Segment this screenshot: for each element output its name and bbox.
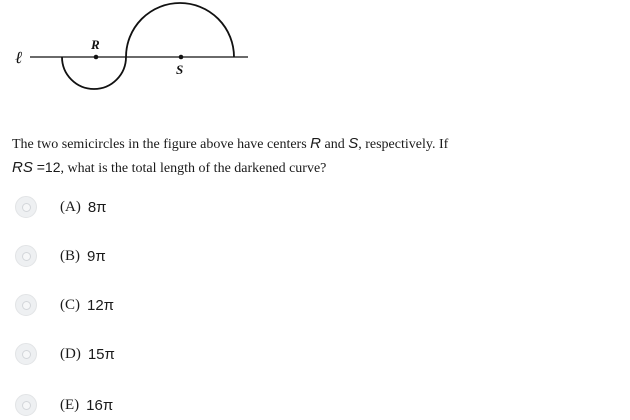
geometry-figure [0,0,260,110]
choice-e[interactable] [15,392,113,418]
center-s: S [348,135,359,152]
point-s-label: S [176,62,184,77]
choice-d[interactable] [15,341,115,367]
point-r [94,55,99,60]
center-r: R [310,135,321,152]
question-text [12,133,612,180]
radio-button[interactable] [15,394,37,416]
large-semicircle [126,3,234,57]
point-r-label: R [91,37,100,52]
choice-letter: (D) [60,345,81,362]
radio-dot [22,350,31,359]
radio-dot [22,401,31,410]
radio-button[interactable] [15,343,37,365]
question-text-3: , what is the total length of the darkened curve? [60,161,327,176]
choice-value: 12π [87,296,115,314]
radio-dot [22,301,31,310]
point-s [179,55,184,60]
radio-button[interactable] [15,294,37,316]
question-text-1: The two semicircles in the figure above have centers [12,137,311,152]
radio-button[interactable] [15,196,37,218]
choice-letter: (A) [60,198,81,215]
choice-value: 15π [87,345,115,363]
radio-dot [22,203,31,212]
choice-letter: (C) [60,296,80,313]
small-semicircle [62,57,126,89]
question-and: and [321,137,349,152]
segment-rs: RS [12,159,33,176]
question-text-2: , respectively. If [358,137,449,152]
choice-letter: (E) [60,396,80,413]
choice-value: 8π [87,198,107,216]
radio-dot [22,252,31,261]
choice-c[interactable] [15,292,114,318]
choice-a[interactable] [15,194,107,220]
choice-value: 9π [87,247,106,265]
choice-value: 16π [86,396,114,414]
choice-b[interactable] [15,243,106,269]
line-label: ℓ [15,48,23,67]
choice-letter: (B) [60,247,80,264]
radio-button[interactable] [15,245,37,267]
segment-value: =12 [32,159,61,175]
